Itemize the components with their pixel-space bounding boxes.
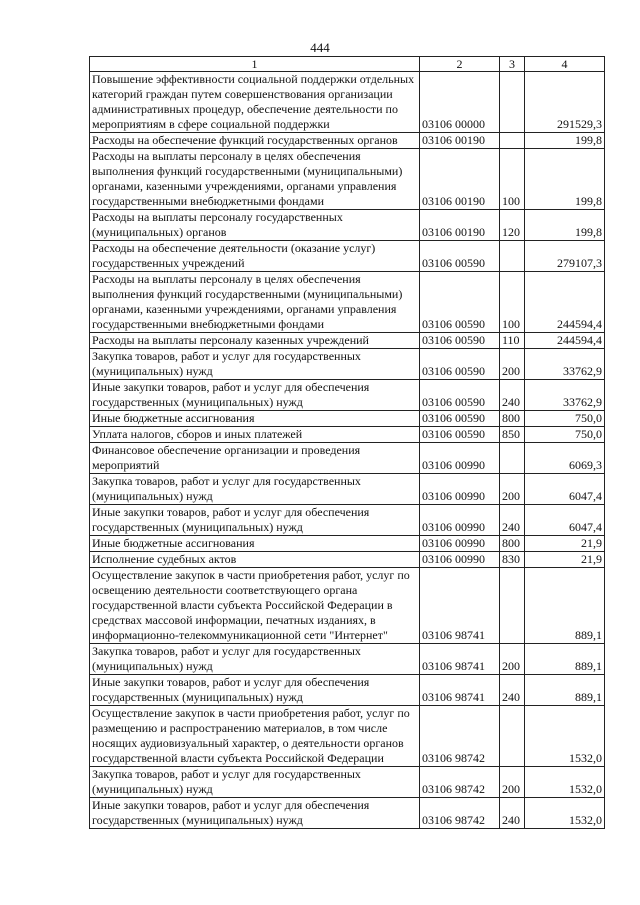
- row-type-cell: 200: [500, 767, 525, 798]
- table-row: [90, 536, 605, 552]
- table-row: [90, 349, 605, 380]
- row-type-cell: [500, 133, 525, 149]
- row-sum-cell: 6047,4: [525, 474, 605, 505]
- row-code-cell: 03106 00590: [420, 333, 500, 349]
- row-type-cell: 110: [500, 333, 525, 349]
- table-row: [90, 149, 605, 210]
- row-code-cell: 03106 00590: [420, 241, 500, 272]
- row-type-cell: 120: [500, 210, 525, 241]
- row-code-cell: 03106 98742: [420, 798, 500, 829]
- row-type-cell: 800: [500, 536, 525, 552]
- table-row: [90, 443, 605, 474]
- row-sum-cell: 1532,0: [525, 767, 605, 798]
- row-code-cell: 03106 00190: [420, 133, 500, 149]
- table-row: [90, 210, 605, 241]
- row-name-cell: Расходы на выплаты персоналу государственных (муниципальных) органов: [90, 210, 420, 241]
- row-name-cell: Иные закупки товаров, работ и услуг для обеспечения государственных (муниципальных) нужд: [90, 798, 420, 829]
- table-row: [90, 72, 605, 133]
- row-name-cell: Расходы на выплаты персоналу в целях обеспечения выполнения функций государственными (муниципальными) органами, казенными учреждениями, органами управления государственными внебюджетными фондами: [90, 272, 420, 333]
- row-code-cell: 03106 00590: [420, 411, 500, 427]
- table-row: [90, 644, 605, 675]
- table-row: [90, 505, 605, 536]
- row-code-cell: 03106 98741: [420, 675, 500, 706]
- table-row: [90, 706, 605, 767]
- table-row: [90, 380, 605, 411]
- row-name-cell: Расходы на выплаты персоналу в целях обеспечения выполнения функций государственными (муниципальными) органами, казенными учреждениями, органами управления государственными внебюджетными фондами: [90, 149, 420, 210]
- table-row: [90, 272, 605, 333]
- row-type-cell: 100: [500, 272, 525, 333]
- table-row: [90, 568, 605, 644]
- header-col-4: 4: [525, 57, 605, 72]
- row-code-cell: 03106 00990: [420, 443, 500, 474]
- row-sum-cell: 21,9: [525, 552, 605, 568]
- row-sum-cell: 750,0: [525, 427, 605, 443]
- row-name-cell: Осуществление закупок в части приобретения работ, услуг по освещению деятельности соответствующего органа государственной власти субъекта Российской Федерации в средствах массовой информации, печатных изданиях, в информационно-телекоммуникационной сети "Интернет": [90, 568, 420, 644]
- header-col-3: 3: [500, 57, 525, 72]
- row-type-cell: 240: [500, 798, 525, 829]
- row-name-cell: Иные закупки товаров, работ и услуг для обеспечения государственных (муниципальных) нужд: [90, 505, 420, 536]
- row-sum-cell: 6047,4: [525, 505, 605, 536]
- row-name-cell: Осуществление закупок в части приобретения работ, услуг по размещению и распространению материалов, в том числе носящих аудиовизуальный характер, о деятельности органов государственной власти субъекта Российской Федерации: [90, 706, 420, 767]
- row-code-cell: 03106 00990: [420, 552, 500, 568]
- row-code-cell: 03106 98741: [420, 644, 500, 675]
- row-sum-cell: 199,8: [525, 133, 605, 149]
- table-row: [90, 427, 605, 443]
- row-type-cell: 200: [500, 644, 525, 675]
- row-sum-cell: 244594,4: [525, 333, 605, 349]
- row-name-cell: Закупка товаров, работ и услуг для государственных (муниципальных) нужд: [90, 644, 420, 675]
- row-code-cell: 03106 00190: [420, 210, 500, 241]
- row-sum-cell: 889,1: [525, 644, 605, 675]
- row-sum-cell: 889,1: [525, 568, 605, 644]
- row-name-cell: Иные бюджетные ассигнования: [90, 411, 420, 427]
- row-name-cell: Закупка товаров, работ и услуг для государственных (муниципальных) нужд: [90, 474, 420, 505]
- row-code-cell: 03106 98741: [420, 568, 500, 644]
- row-sum-cell: 244594,4: [525, 272, 605, 333]
- row-sum-cell: 889,1: [525, 675, 605, 706]
- row-name-cell: Расходы на выплаты персоналу казенных учреждений: [90, 333, 420, 349]
- row-name-cell: Исполнение судебных актов: [90, 552, 420, 568]
- row-code-cell: 03106 00990: [420, 536, 500, 552]
- row-code-cell: 03106 00000: [420, 72, 500, 133]
- row-type-cell: [500, 72, 525, 133]
- row-code-cell: 03106 00190: [420, 149, 500, 210]
- table-row: [90, 333, 605, 349]
- row-sum-cell: 291529,3: [525, 72, 605, 133]
- table-row: [90, 133, 605, 149]
- row-type-cell: 100: [500, 149, 525, 210]
- row-type-cell: [500, 443, 525, 474]
- row-type-cell: 830: [500, 552, 525, 568]
- row-name-cell: Расходы на обеспечение функций государственных органов: [90, 133, 420, 149]
- row-sum-cell: 33762,9: [525, 349, 605, 380]
- row-name-cell: Иные бюджетные ассигнования: [90, 536, 420, 552]
- table-row: [90, 798, 605, 829]
- row-code-cell: 03106 00590: [420, 380, 500, 411]
- row-type-cell: 200: [500, 349, 525, 380]
- row-name-cell: Иные закупки товаров, работ и услуг для обеспечения государственных (муниципальных) нужд: [90, 675, 420, 706]
- row-type-cell: [500, 241, 525, 272]
- row-name-cell: Повышение эффективности социальной поддержки отдельных категорий граждан путем совершенствования организации административных процедур, обеспечение деятельности по мероприятиям в сфере социальной поддержки: [90, 72, 420, 133]
- table-row: [90, 411, 605, 427]
- row-type-cell: [500, 706, 525, 767]
- row-name-cell: Расходы на обеспечение деятельности (оказание услуг) государственных учреждений: [90, 241, 420, 272]
- row-type-cell: 800: [500, 411, 525, 427]
- row-sum-cell: 279107,3: [525, 241, 605, 272]
- row-code-cell: 03106 00990: [420, 505, 500, 536]
- row-type-cell: 850: [500, 427, 525, 443]
- table-row: [90, 474, 605, 505]
- row-code-cell: 03106 98742: [420, 706, 500, 767]
- row-sum-cell: 6069,3: [525, 443, 605, 474]
- row-type-cell: 240: [500, 380, 525, 411]
- row-sum-cell: 199,8: [525, 149, 605, 210]
- header-col-1: 1: [90, 57, 420, 72]
- row-sum-cell: 750,0: [525, 411, 605, 427]
- table-row: [90, 767, 605, 798]
- row-code-cell: 03106 00990: [420, 474, 500, 505]
- table-row: [90, 552, 605, 568]
- row-name-cell: Закупка товаров, работ и услуг для государственных (муниципальных) нужд: [90, 767, 420, 798]
- row-type-cell: 200: [500, 474, 525, 505]
- row-code-cell: 03106 00590: [420, 272, 500, 333]
- budget-table: [89, 56, 605, 829]
- row-sum-cell: 1532,0: [525, 798, 605, 829]
- row-sum-cell: 199,8: [525, 210, 605, 241]
- header-col-2: 2: [420, 57, 500, 72]
- table-row: [90, 675, 605, 706]
- row-name-cell: Уплата налогов, сборов и иных платежей: [90, 427, 420, 443]
- table-header-row: [90, 57, 605, 72]
- row-type-cell: [500, 568, 525, 644]
- row-name-cell: Иные закупки товаров, работ и услуг для обеспечения государственных (муниципальных) нужд: [90, 380, 420, 411]
- row-name-cell: Финансовое обеспечение организации и проведения мероприятий: [90, 443, 420, 474]
- table-row: [90, 241, 605, 272]
- row-type-cell: 240: [500, 505, 525, 536]
- row-code-cell: 03106 98742: [420, 767, 500, 798]
- row-type-cell: 240: [500, 675, 525, 706]
- row-code-cell: 03106 00590: [420, 349, 500, 380]
- row-sum-cell: 1532,0: [525, 706, 605, 767]
- page-number: 444: [310, 40, 330, 55]
- row-code-cell: 03106 00590: [420, 427, 500, 443]
- row-sum-cell: 33762,9: [525, 380, 605, 411]
- row-name-cell: Закупка товаров, работ и услуг для государственных (муниципальных) нужд: [90, 349, 420, 380]
- row-sum-cell: 21,9: [525, 536, 605, 552]
